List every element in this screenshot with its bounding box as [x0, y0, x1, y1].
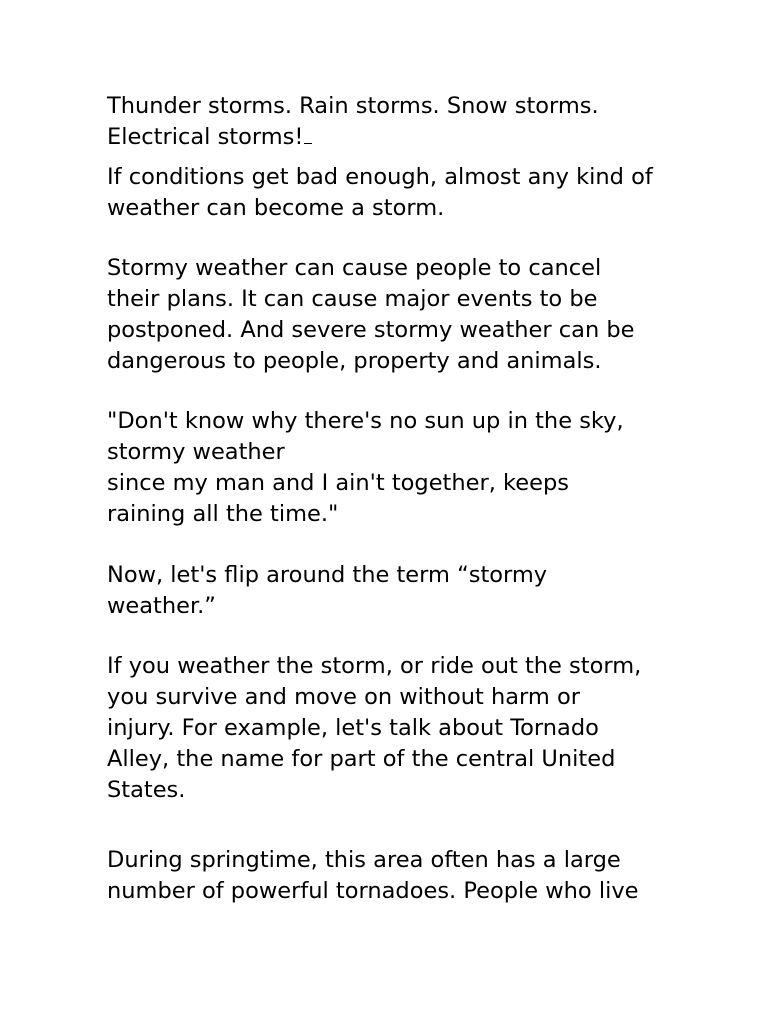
paragraph-3: Stormy weather can cause people to cancel their plans. It can cause major events to be postponed. And severe stormy weather can be dangerous to people, property and animals.: [107, 255, 635, 374]
text-cursor-mark: [304, 123, 312, 144]
paragraph-5: Now, let's flip around the term “stormy weather.”: [107, 562, 548, 619]
paragraph-2: If conditions get bad enough, almost any kind of weather can become a storm.: [107, 164, 653, 221]
paragraph-6: If you weather the storm, or ride out the storm, you survive and move on without harm or injury. For example, let's talk about Tornado Alley, the name for part of the central United States.: [107, 653, 642, 803]
paragraph-1: [107, 91, 707, 153]
paragraph-7: During springtime, this area often has a large number of powerful tornadoes. People who live: [107, 847, 639, 904]
paragraph-1-text: Thunder storms. Rain storms. Snow storms. Electrical storms!: [107, 93, 599, 150]
paragraph-4-quote: "Don't know why there's no sun up in the sky, stormy weather since my man and I ain't together, keeps raining all the time.": [107, 408, 624, 527]
